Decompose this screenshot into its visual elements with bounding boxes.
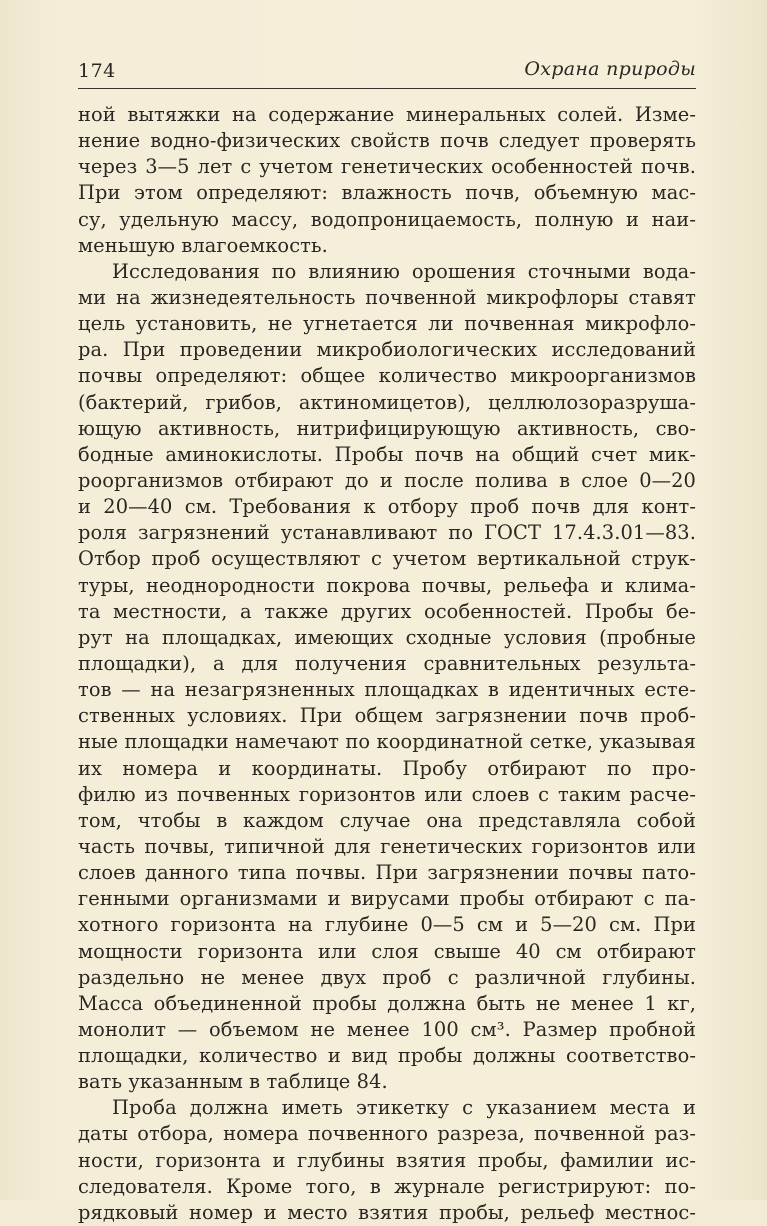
text-line: ные площадки намечают по координатной сетке, указывая bbox=[78, 730, 696, 754]
header-rule bbox=[78, 88, 696, 89]
running-head bbox=[78, 56, 696, 84]
text-line: ра. При проведении микробиологических исследований bbox=[78, 338, 696, 362]
text-line: площадки, количество и вид пробы должны соответство- bbox=[78, 1044, 696, 1068]
text-line: почвы определяют: общее количество микроорганизмов bbox=[78, 364, 696, 388]
text-line: та местности, а также других особенностей. Пробы бе- bbox=[78, 599, 696, 623]
text-line: нение водно-физических свойств почв следует проверять bbox=[78, 129, 696, 153]
text-line: меньшую влагоемкость. bbox=[78, 233, 328, 257]
text-line: том, чтобы в каждом случае она представляла собой bbox=[78, 808, 696, 832]
text-line: (бактерий, грибов, актиномицетов), целлюлозоразруша- bbox=[78, 390, 696, 414]
text-line: хотного горизонта на глубине 0—5 см и 5—20 см. При bbox=[78, 913, 696, 937]
text-line: рут на площадках, имеющих сходные условия (пробные bbox=[78, 625, 696, 649]
text-line: следователя. Кроме того, в журнале регистрируют: по- bbox=[78, 1174, 696, 1198]
text-line: Проба должна иметь этикетку с указанием места и bbox=[112, 1096, 696, 1120]
text-line: филю из почвенных горизонтов или слоев с таким расче- bbox=[78, 782, 696, 806]
text-line: рядковый номер и место взятия пробы, рельеф местнос- bbox=[78, 1200, 696, 1224]
text-line: через 3—5 лет с учетом генетических особенностей почв. bbox=[78, 155, 696, 179]
text-line: ми на жизнедеятельность почвенной микрофлоры ставят bbox=[78, 285, 696, 309]
text-line: цель установить, не угнетается ли почвенная микрофло- bbox=[78, 312, 696, 336]
text-line: вать указанным в таблице 84. bbox=[78, 1070, 388, 1094]
text-line: даты отбора, номера почвенного разреза, почвенной раз- bbox=[78, 1122, 696, 1146]
text-line: тов — на незагрязненных площадках в идентичных есте- bbox=[78, 678, 696, 702]
text-line: Масса объединенной пробы должна быть не менее 1 кг, bbox=[78, 991, 696, 1015]
page-number: 174 bbox=[78, 60, 116, 82]
body-text bbox=[78, 102, 696, 1226]
text-line: ности, горизонта и глубины взятия пробы, фамилии ис- bbox=[78, 1148, 696, 1172]
text-line: площадки), а для получения сравнительных результа- bbox=[78, 651, 696, 675]
text-line: раздельно не менее двух проб с различной глубины. bbox=[78, 965, 696, 989]
text-line: и 20—40 см. Требования к отбору проб почв для конт- bbox=[78, 495, 696, 519]
text-line: су, удельную массу, водопроницаемость, полную и наи- bbox=[78, 207, 696, 231]
text-line: роля загрязнений устанавливают по ГОСТ 17.4.3.01—83. bbox=[78, 521, 696, 545]
text-line: генными организмами и вирусами пробы отбирают с па- bbox=[78, 887, 696, 911]
text-line: ственных условиях. При общем загрязнении почв проб- bbox=[78, 704, 696, 728]
text-line: бодные аминокислоты. Пробы почв на общий счет мик- bbox=[78, 442, 696, 466]
text-line: Отбор проб осуществляют с учетом вертикальной струк- bbox=[78, 547, 696, 571]
text-line: слоев данного типа почвы. При загрязнении почвы пато- bbox=[78, 861, 696, 885]
text-line: ной вытяжки на содержание минеральных солей. Изме- bbox=[78, 103, 696, 126]
text-line: монолит — объемом не менее 100 см³. Размер пробной bbox=[78, 1017, 696, 1041]
text-line: Исследования по влиянию орошения сточными вода- bbox=[112, 259, 696, 283]
text-line: При этом определяют: влажность почв, объемную мас- bbox=[78, 181, 696, 205]
text-line: туры, неоднородности покрова почвы, рельефа и клима- bbox=[78, 573, 696, 597]
text-line: часть почвы, типичной для генетических горизонтов или bbox=[78, 834, 696, 858]
text-line: ющую активность, нитрифицирующую активность, сво- bbox=[78, 416, 696, 440]
text-line: их номера и координаты. Пробу отбирают по про- bbox=[78, 756, 696, 780]
text-line: мощности горизонта или слоя свыше 40 см отбирают bbox=[78, 939, 696, 963]
running-title: Охрана природы bbox=[524, 58, 696, 80]
text-line: роорганизмов отбирают до и после полива в слое 0—20 bbox=[78, 468, 696, 492]
